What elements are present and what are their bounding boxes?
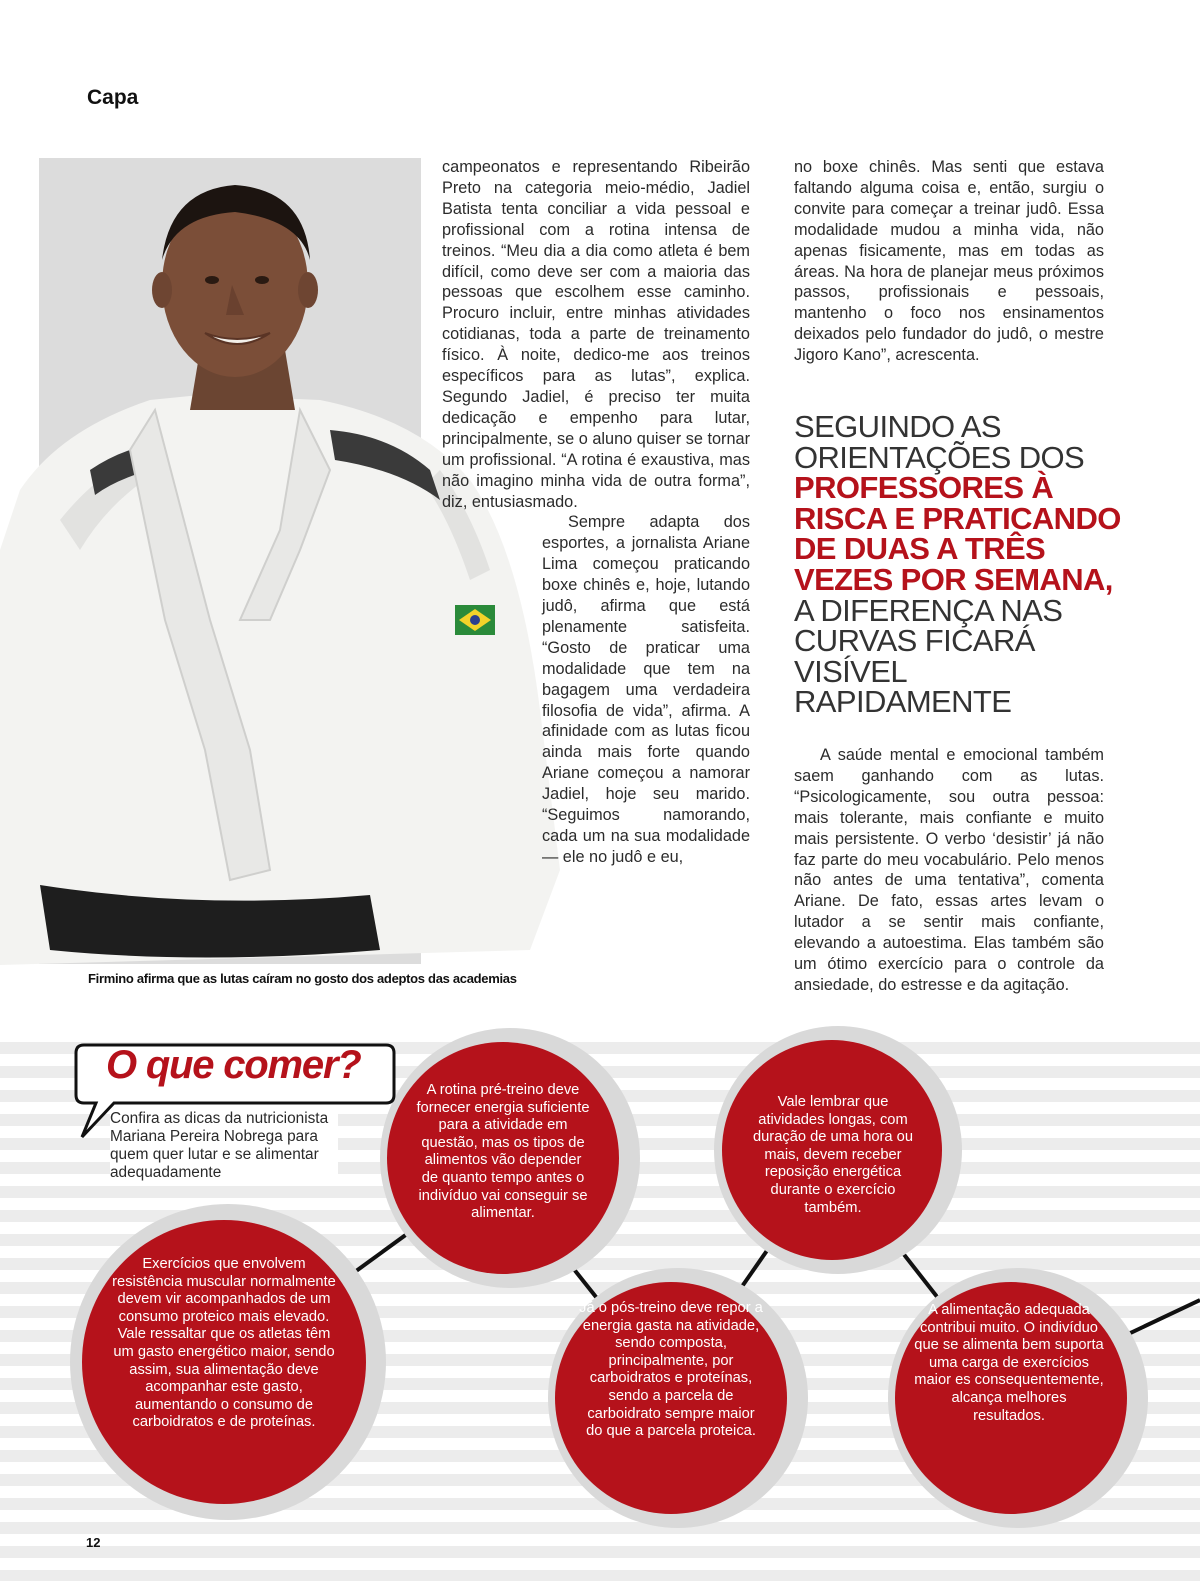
infographic-intro: Confira as dicas da nutricionista Mariana Pereira Nobrega para quem quer lutar e se alimentar adequadamente	[110, 1110, 338, 1182]
article-paragraph: A saúde mental e emocional também saem ganhando com as lutas. “Psicologicamente, sou outra pessoa: mais tolerante, mais confiante e muito mais persistente. O verbo ‘desistir’ já não faz parte do meu vocabulário. Pelo menos não antes de uma tentativa”, comenta Ariane. De fato, essas artes levam o lutador a se sentir mais confiante, elevando a autoestima. Elas também são um ótimo exercício para o controle da ansiedade, do estresse e da agitação.	[794, 746, 1104, 994]
tip-text: A alimentação adequada contribui muito. O indivíduo que se alimenta bem suporta uma carga de exercícios maior es consequentemente, alcança melhores resultados.	[914, 1302, 1104, 1424]
infographic-title: O que comer?	[106, 1043, 361, 1087]
pull-quote-tail: A DIFERENÇA NAS CURVAS FICARÁ VISÍVEL RAPIDAMENTE	[794, 592, 1063, 720]
page-number: 12	[86, 1535, 101, 1550]
pull-quote-highlight: PROFESSORES À RISCA E PRATICANDO DE DUAS A TRÊS VEZES POR SEMANA,	[794, 470, 1121, 597]
article-paragraph: campeonatos e representando Ribeirão Preto na categoria meio-médio, Jadiel Batista tenta conciliar a vida pessoal e profissional com a rotina intensa de treinos. “Meu dia a dia como atleta é bem difícil, como deve ser com a maioria das pessoas que escolhem esse caminho. Procuro incluir, entre minhas atividades cotidianas, toda a parte de treinamento físico. À noite, dedico-me aos treinos específicos para as lutas”, explica. Segundo Jadiel, é preciso ter muita dedicação e empenho para lutar, principalmente, se o aluno quiser se tornar um profissional. “A rotina é exaustiva, mas não imagino minha vida de outra forma”, diz, entusiasmado.	[442, 158, 750, 511]
tip-text: A rotina pré-treino deve fornecer energia suficiente para a atividade em questão, mas os tipos de alimentos vão depender de quanto tempo antes o indivíduo vai conseguir se alimentar.	[416, 1082, 590, 1222]
tip-text: Vale lembrar que atividades longas, com duração de uma hora ou mais, devem receber reposição energética durante o exercício também.	[752, 1094, 914, 1216]
article-paragraph: Sempre adapta dos esportes, a jornalista Ariane Lima começou praticando boxe chinês e, hoje, lutando judô, afirma que está plenamente satisfeita. “Gosto de praticar uma modalidade que tem na bagagem uma verdadeira filosofia de vida”, afirma. A afinidade com as lutas ficou ainda mais forte quando Ariane começou a namorar Jadiel, hoje seu marido. “Seguimos namorando, cada um na sua modalidade — ele no judô e eu,	[542, 513, 750, 866]
article-paragraph: no boxe chinês. Mas senti que estava faltando alguma coisa e, então, surgiu o convite para começar a treinar judô. Essa modalidade mudou a minha vida, não apenas fisicamente, mas em todas as áreas. Na hora de planejar meus próximos passos, profissionais e pessoais, mantenho o foco nos ensinamentos deixados pelo fundador do judô, o mestre Jigoro Kano”, acrescenta.	[794, 158, 1104, 365]
tip-text: Exercícios que envolvem resistência muscular normalmente devem vir acompanhados de um consumo proteico mais elevado. Vale ressaltar que os atletas têm um gasto energético maior, sendo assim, sua alimentação deve acompanhar este gasto, aumentando o consumo de carboidratos e de proteínas.	[112, 1256, 336, 1431]
tip-text: Já o pós-treino deve repor a energia gasta na atividade, sendo composta, principalmente, por carboidratos e proteínas, sendo a parcela de carboidrato sempre maior do que a parcela proteica.	[579, 1300, 763, 1440]
section-label: Capa	[87, 86, 139, 109]
photo-caption: Firmino afirma que as lutas caíram no gosto dos adeptos das academias	[88, 971, 517, 986]
pull-quote-lead: SEGUINDO AS ORIENTAÇÕES DOS	[794, 409, 1085, 475]
